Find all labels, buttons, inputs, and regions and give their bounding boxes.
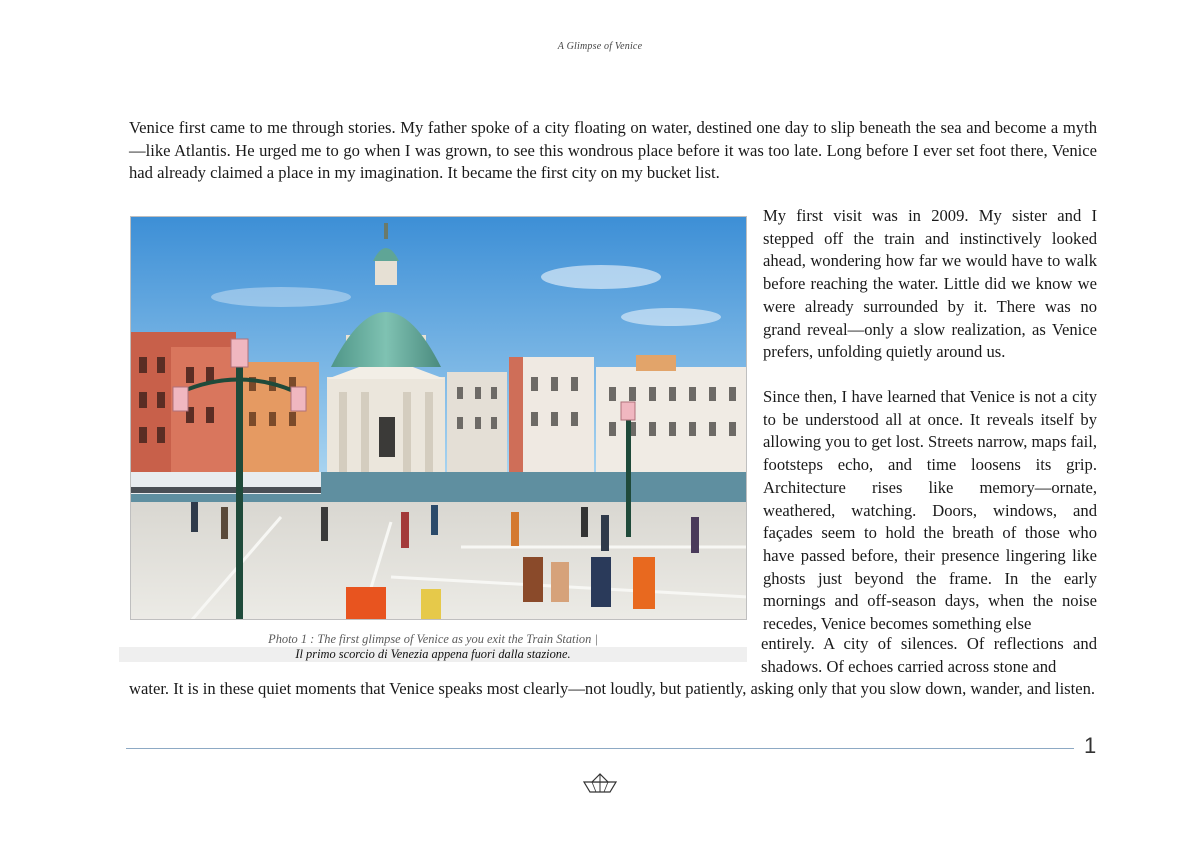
paragraph-since-then-continued: entirely. A city of silences. Of reflections and shadows. Of echoes carried across stone and: [761, 634, 1097, 676]
paper-boat-icon: [583, 773, 617, 793]
paragraph-intro: Venice first came to me through stories. My father spoke of a city floating on water, destined one day to slip beneath the sea and become a myth—like Atlantis. He urged me to go when I was grown, to see this wondrous place before it was too late. Long before I ever set foot there, Venice had already claimed a place in my imagination. It became the first city on my bucket list.: [129, 118, 1097, 183]
page-number: 1: [1084, 733, 1097, 758]
photo-caption: [119, 632, 747, 662]
paragraph-since-then: Since then, I have learned that Venice is not a city to be understood all at once. It reveals itself by allowing you to get lost. Streets narrow, maps fail, footsteps echo, and time loosens its grip. Architecture rises like memory—ornate, weathered, watching. Doors, windows, and façades seem to hold the breath of those who have passed before, their presence lingering like ghosts just beyond the frame. In the early mornings and off-season days, when the noise recedes, Venice becomes something else: [763, 387, 1097, 634]
paragraph-since-then-end: water. It is in these quiet moments that Venice speaks most clearly—not loudly, but patiently, asking only that you slow down, wander, and listen.: [129, 679, 1096, 698]
caption-english: Photo 1 : The first glimpse of Venice as you exit the Train Station |: [268, 632, 598, 646]
caption-italian: Il primo scorcio di Venezia appena fuori dalla stazione.: [119, 647, 747, 662]
footer-rule: [126, 748, 1074, 749]
paragraph-first-visit: My first visit was in 2009. My sister and I stepped off the train and instinctively looked ahead, wondering how far we would have to walk before reaching the water. Little did we know we were already surrounded by it. There was no grand reveal—only a slow realization, as Venice prefers, unfolding quietly around us.: [763, 206, 1097, 362]
venice-photo-illustration: [131, 217, 747, 620]
venice-station-photo: [130, 216, 747, 620]
running-header: A Glimpse of Venice: [557, 41, 643, 52]
